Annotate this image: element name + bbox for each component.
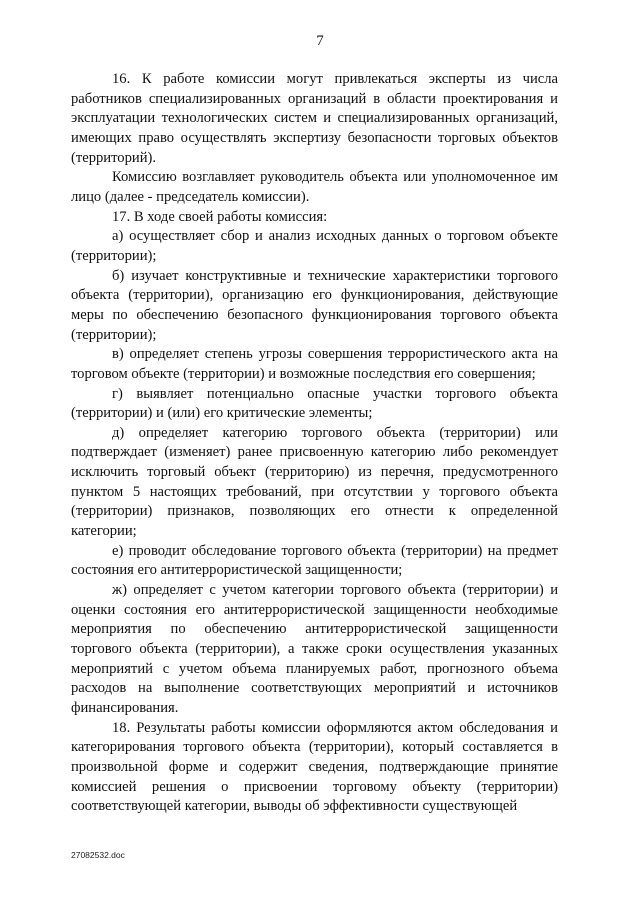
list-item-v: в) определяет степень угрозы совершения террористического акта на торговом объекте (территории) и возможные последствия его совершения; (71, 346, 558, 382)
page-number: 7 (316, 33, 324, 49)
paragraph-commission-head: Комиссию возглавляет руководитель объекта или уполномоченное им лицо (далее - председатель комиссии). (71, 169, 558, 205)
footer-filename: 27082532.doc (71, 850, 125, 860)
list-item-b: б) изучает конструктивные и технические характеристики торгового объекта (территории), организацию его функционирования, действующие меры по обеспечению безопасного функционирования торгового объекта (территории); (71, 267, 558, 343)
paragraph-17: 17. В ходе своей работы комиссия: (112, 208, 328, 225)
paragraph-18: 18. Результаты работы комиссии оформляются актом обследования и категорирования торгового объекта (территории), который составляется в произвольной форме и содержит сведения, подтверждающие принятие комиссией решения о присвоении торговому объекту (территории) соответствующей категории, выводы об эффективности существующей (71, 719, 558, 815)
list-item-d: д) определяет категорию торгового объекта (территории) или подтверждает (изменяет) ранее присвоенную категорию либо рекомендует исключить торговый объект (территорию) из перечня, предусмотренного пунктом 5 настоящих требований, при отсутствии у торгового объекта (территории) признаков, позволяющих его отнести к определенной категории; (71, 424, 558, 540)
paragraph-16: 16. К работе комиссии могут привлекаться эксперты из числа работников специализированных организаций в области проектирования и эксплуатации технологических систем и специализированных организаций, имеющих право осуществлять экспертизу безопасности торговых объектов (территорий). (71, 71, 558, 166)
list-item-zh: ж) определяет с учетом категории торгового объекта (территории) и оценки состояния его антитеррористической защищенности необходимые мероприятия по обеспечению антитеррористической защищенности торгового объекта (территории), а также сроки осуществления указанных мероприятий с учетом объема планируемых работ, прогнозного объема расходов на выполнение соответствующих мероприятий и источников финансирования. (71, 582, 558, 716)
document-body (71, 70, 558, 817)
list-item-e: е) проводит обследование торгового объекта (территории) на предмет состояния его антитеррористической защищенности; (71, 542, 558, 579)
list-item-a: а) осуществляет сбор и анализ исходных данных о торговом объекте (территории); (71, 228, 558, 264)
list-item-g: г) выявляет потенциально опасные участки торгового объекта (территории) и (или) его критические элементы; (71, 385, 558, 422)
